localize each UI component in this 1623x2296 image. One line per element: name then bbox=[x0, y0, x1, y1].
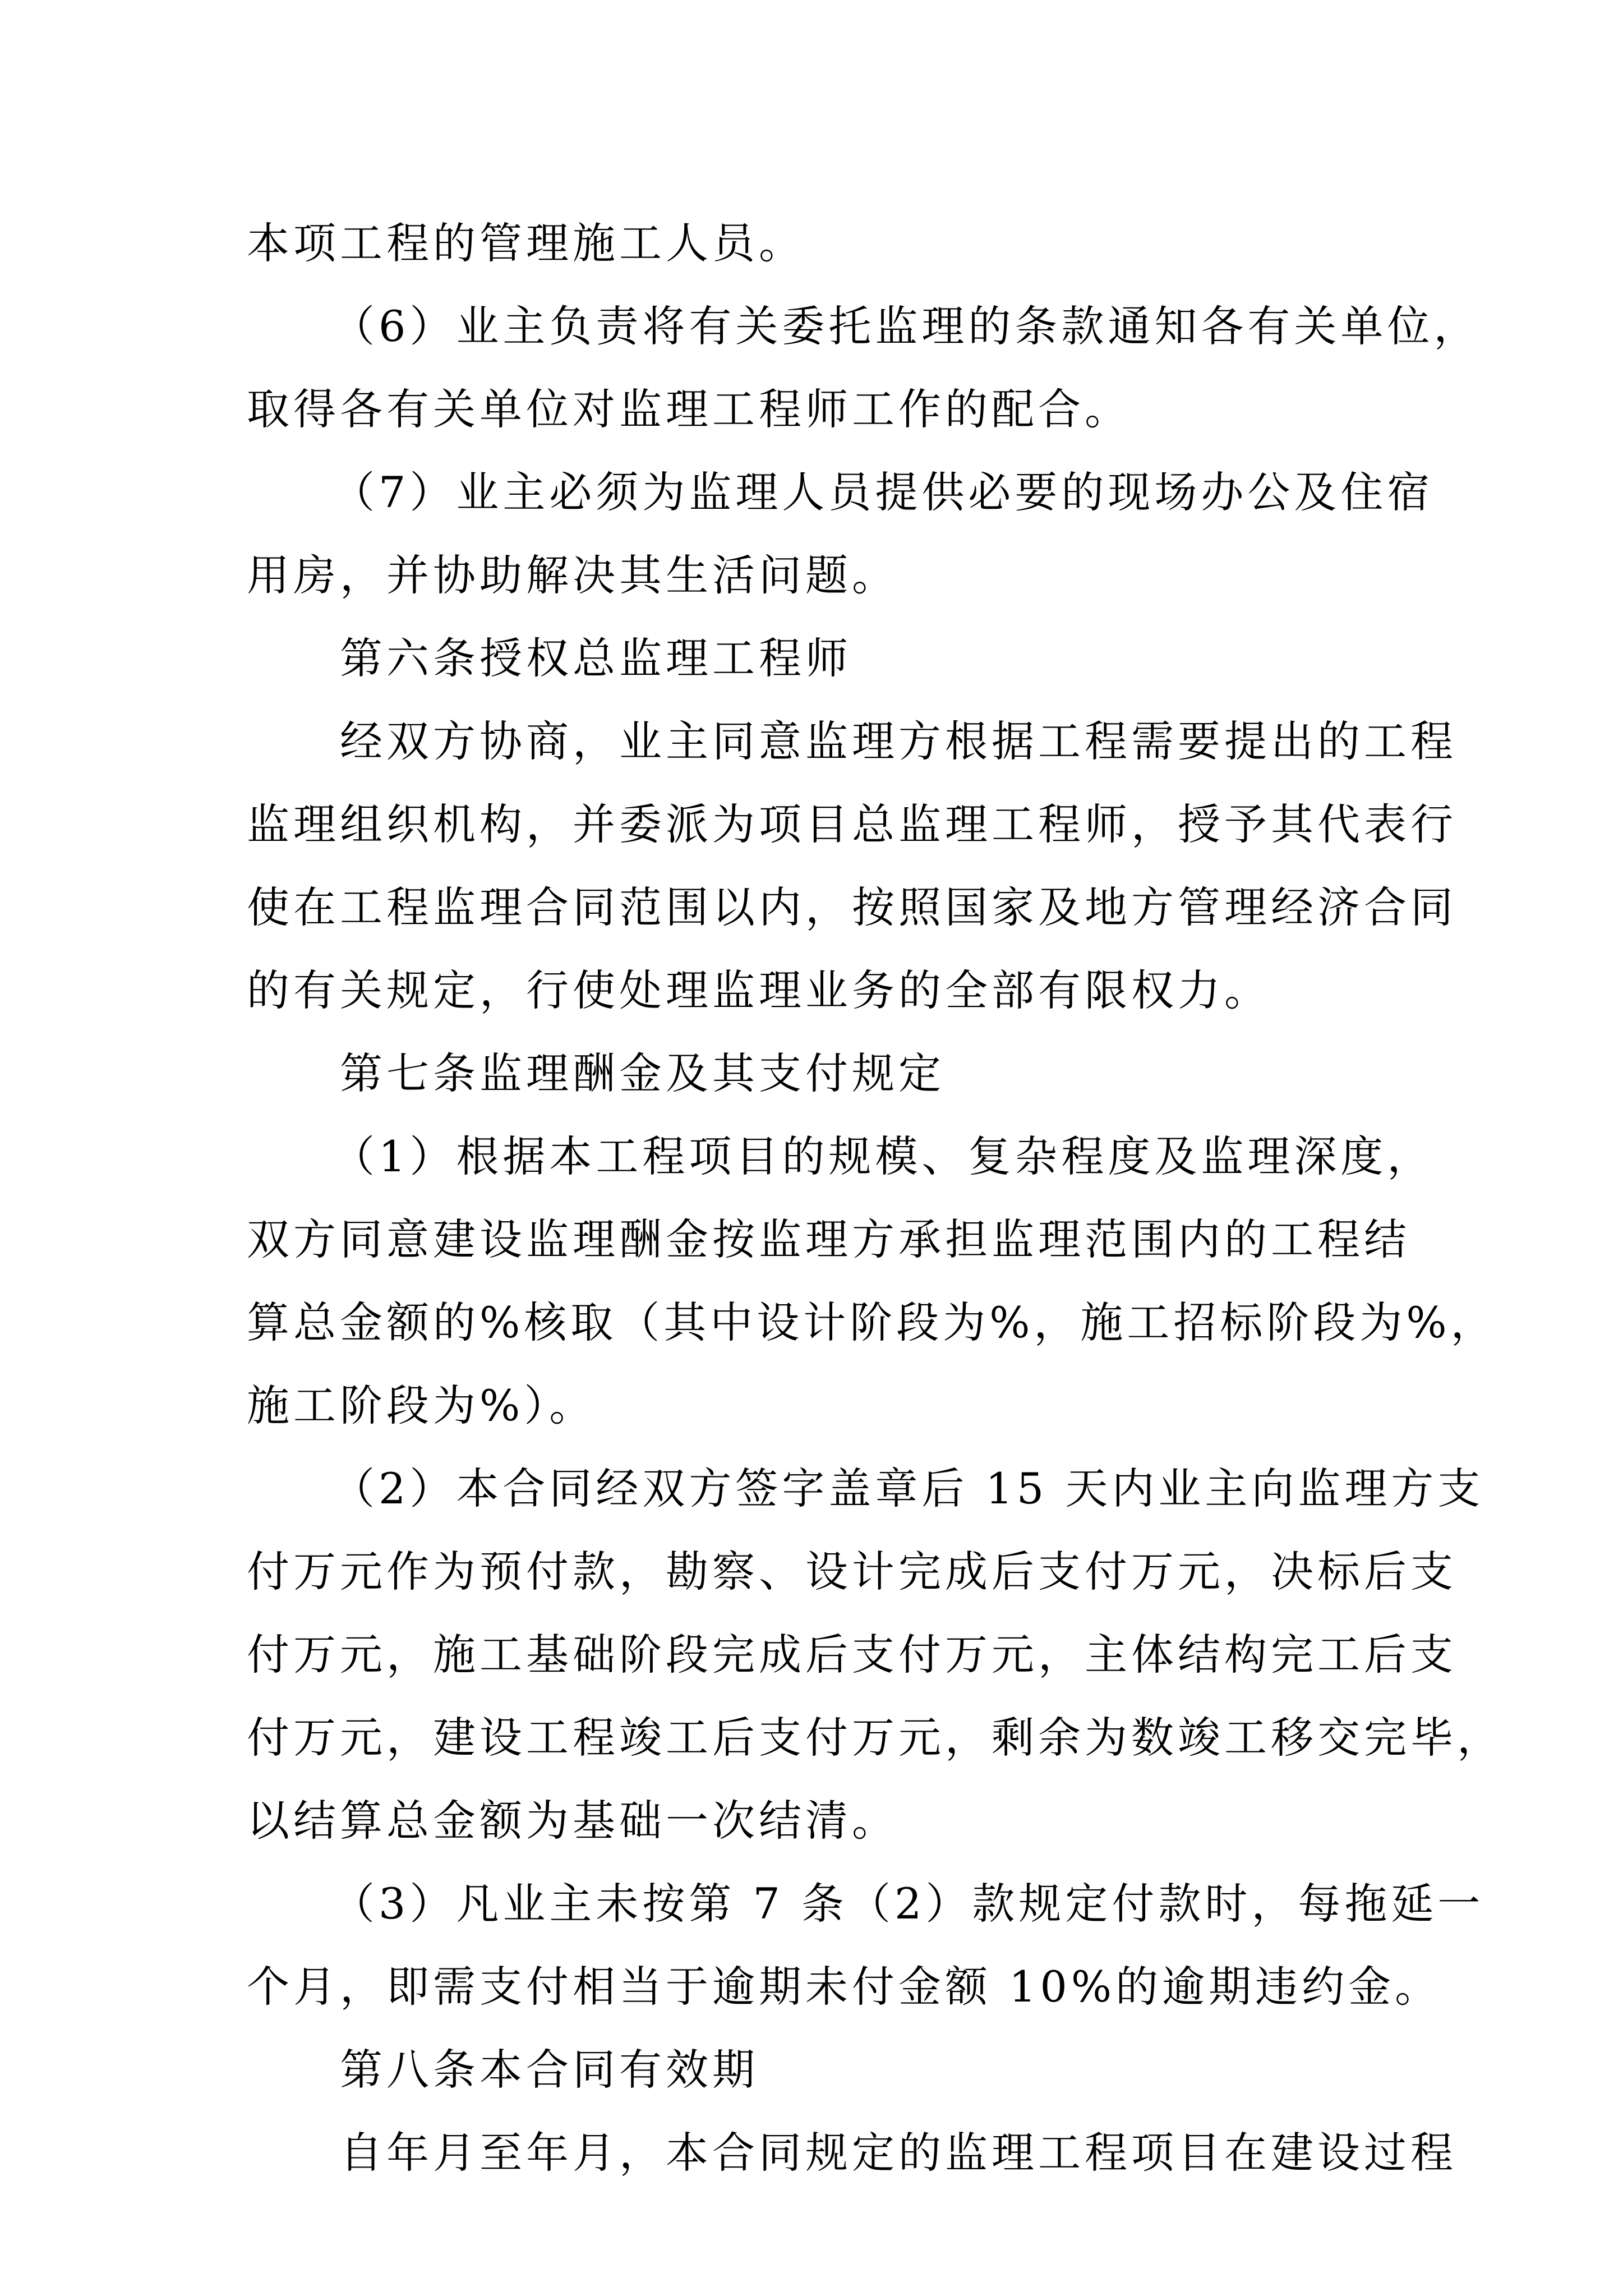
text-line: （3）凡业主未按第 7 条（2）款规定付款时，每拖延一 bbox=[332, 1879, 1484, 1929]
text-line: 的有关规定，行使处理监理业务的全部有限权力。 bbox=[247, 965, 1271, 1015]
text-line: 施工阶段为%）。 bbox=[247, 1381, 596, 1430]
section-heading: 第六条授权总监理工程师 bbox=[340, 633, 852, 683]
text-line: 付万元，建设工程竣工后支付万元，剩余为数竣工移交完毕， bbox=[247, 1713, 1504, 1763]
text-line: （7）业主必须为监理人员提供必要的现场办公及住宿 bbox=[332, 467, 1434, 517]
text-line: 自年月至年月，本合同规定的监理工程项目在建设过程 bbox=[340, 2128, 1457, 2178]
text-line: （2）本合同经双方签字盖章后 15 天内业主向监理方支 bbox=[332, 1464, 1484, 1513]
text-line: 付万元作为预付款，勘察、设计完成后支付万元，决标后支 bbox=[247, 1547, 1457, 1596]
document-body bbox=[247, 202, 1504, 2194]
section-heading: 第八条本合同有效期 bbox=[340, 2045, 759, 2095]
text-line: 用房，并协助解决其生活问题。 bbox=[247, 550, 898, 600]
text-line: 经双方协商，业主同意监理方根据工程需要提出的工程 bbox=[340, 716, 1457, 766]
text-line: （6）业主负责将有关委托监理的条款通知各有关单位， bbox=[332, 301, 1481, 351]
text-line: 本项工程的管理施工人员。 bbox=[247, 218, 805, 268]
section-heading: 第七条监理酬金及其支付规定 bbox=[340, 1048, 945, 1098]
text-line: 双方同意建设监理酬金按监理方承担监理范围内的工程结 bbox=[247, 1214, 1410, 1264]
text-line: 个月，即需支付相当于逾期未付金额 10%的逾期违约金。 bbox=[247, 1962, 1442, 2012]
text-line: 使在工程监理合同范围以内，按照国家及地方管理经济合同 bbox=[247, 882, 1457, 932]
text-line: 以结算总金额为基础一次结清。 bbox=[247, 1796, 898, 1846]
text-line: 付万元，施工基础阶段完成后支付万元，主体结构完工后支 bbox=[247, 1630, 1457, 1680]
text-line: 取得各有关单位对监理工程师工作的配合。 bbox=[247, 384, 1131, 434]
text-line: 算总金额的%核取（其中设计阶段为%，施工招标阶段为%， bbox=[247, 1297, 1497, 1347]
text-line: 监理组织机构，并委派为项目总监理工程师，授予其代表行 bbox=[247, 799, 1457, 849]
text-line: （1）根据本工程项目的规模、复杂程度及监理深度， bbox=[332, 1131, 1434, 1181]
